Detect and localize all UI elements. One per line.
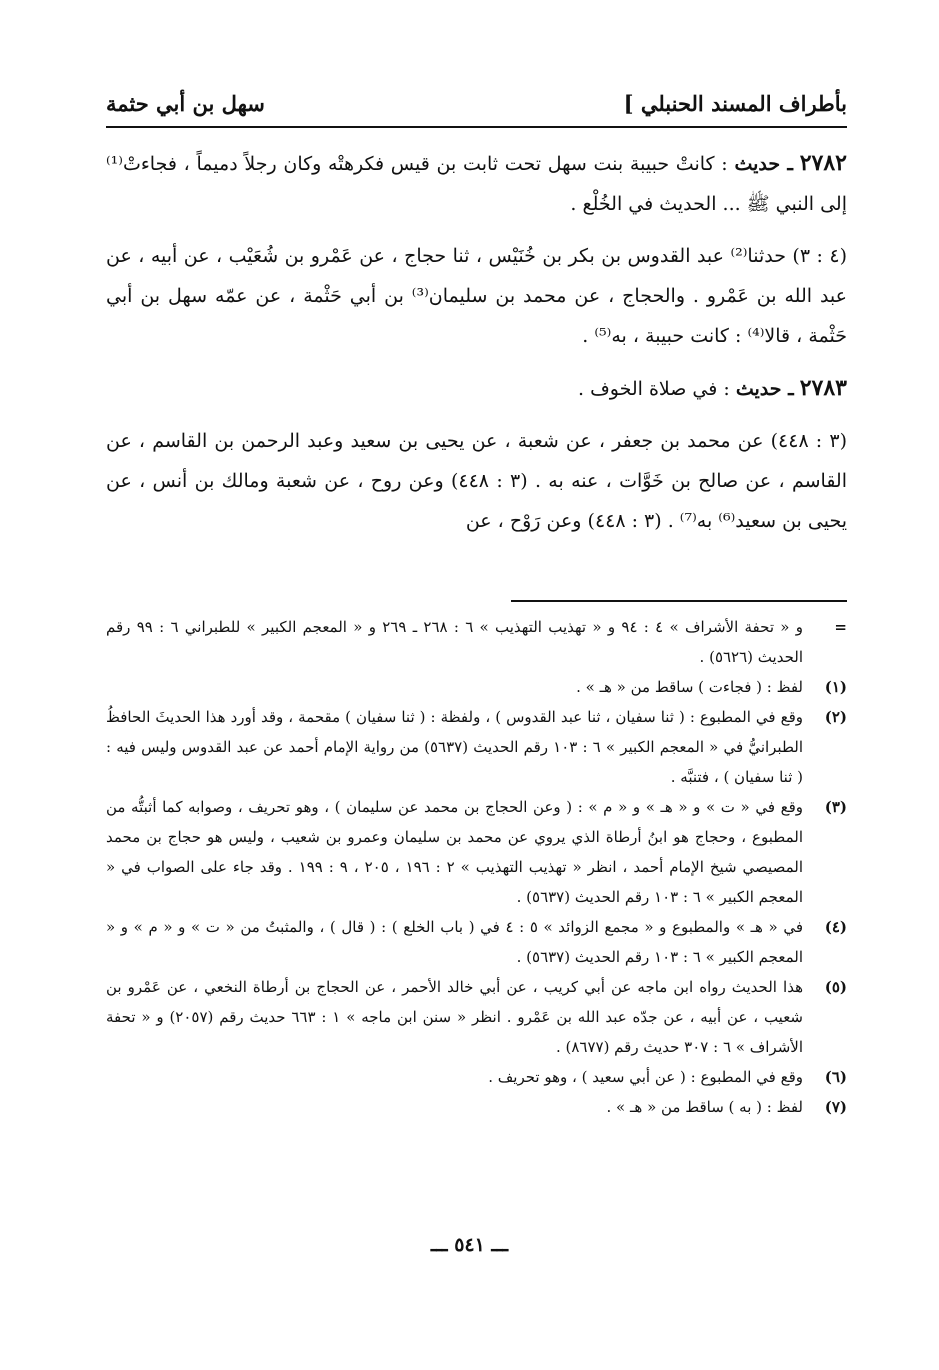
- footnote-label: (٧): [824, 1098, 847, 1116]
- footnote-text: لفظ : ( فجاءت ) ساقط من « هـ » .: [576, 678, 803, 696]
- footnote-4: [106, 912, 847, 972]
- footnote-text: هذا الحديث رواه ابن ماجه عن أبي كريب ، عن أبي خالد الأحمر ، عن الحجاج بن أرطاة النخعي ، عن عَمْرو بن شعيب ، عن أبيه ، عن جدّه عبد الله بن عَمْرو . انظر « سنن ابن ماجه » ١ : ٦٦٣ حديث رقم (٢٠٥٧) و « تحفة الأشراف » ٦ : ٣٠٧ حديث رقم (٨٦٧٧) .: [106, 978, 804, 1056]
- footnote-label: (٢): [824, 708, 847, 726]
- isnad-paragraph: (٣ : ٤٤٨) عن محمد بن جعفر ، عن شعبة ، عن يحيى بن سعيد وعبد الرحمن بن القاسم ، عن القاسم ، عن صالح بن خَوَّات ، عنه به . (٣ : ٤٤٨) وعن روح ، عن شعبة ومالك بن أنس ، عن يحيى بن سعيد⁽⁶⁾ به⁽⁷⁾ . (٣ : ٤٤٨) وعن رَوْح ، عن: [106, 430, 848, 532]
- footnote-text: وقع في « ت » و « هـ » و « م » : ( وعن الحجاج بن محمد عن سليمان ) ، وهو تحريف ، وصوابه كما أثبتُّه من المطبوع ، وحجاج هو ابنُ أرطاة الذي يروي عن محمد بن سليمان وعمرو بن شعيب ، وليس هو حجاج بن محمد المصيصي شيخ الإمام أحمد ، انظر « تهذيب التهذيب » ٢ : ١٩٦ ، ٢٠٥ ، ٩ : ١٩٩ . وقد جاء على الصواب في « المعجم الكبير » ٦ : ١٠٣ رقم الحديث (٥٦٣٧) .: [106, 798, 804, 906]
- hadith-text: : كانتْ حبيبة بنت سهل تحت ثابت بن قيس فكرهتْه وكان رجلاً دميماً ، فجاءتْ⁽¹⁾ إلى النبي ﷺ ... الحديث في الخُلْع .: [106, 153, 847, 215]
- footnote-7: [106, 1092, 847, 1122]
- footnote-text: و « تحفة الأشراف » ٤ : ٩٤ و « تهذيب التهذيب » ٦ : ٢٦٨ ـ ٢٦٩ و « المعجم الكبير » للطبراني ٦ : ٩٩ رقم الحديث (٥٦٢٦) .: [106, 618, 803, 666]
- page-number: ـــ ٥٤١ ـــ: [430, 1234, 509, 1256]
- hadith-2782: [106, 143, 847, 224]
- footnote-continuation: [106, 612, 847, 672]
- footnote-text: وقع في المطبوع : ( ثنا سفيان ، ثنا عبد القدوس ) ، ولفظة : ( ثنا سفيان ) مقحمة ، وقد أورد هذا الحديثَ الحافظُ الطبرانيُّ في « المعجم الكبير » ٦ : ١٠٣ رقم الحديث (٥٦٣٧) من رواية الإمام أحمد عن عبد القدوس وليس فيه : ( ثنا سفيان ) ، فتنبَّه .: [106, 708, 804, 786]
- footnote-5: [106, 972, 847, 1062]
- hadith-number: ٢٧٨٢: [799, 150, 847, 176]
- footnote-label: =: [834, 618, 847, 636]
- isnad-paragraph: (٤ : ٣) حدثنا⁽²⁾ عبد القدوس بن بكر بن خُنَيْس ، ثنا حجاج ، عن عَمْرو بن شُعَيْب ، عن أبيه ، عن عبد الله بن عَمْرو . والحجاج ، عن محمد بن سليمان⁽³⁾ بن أبي حَثْمة ، عن عمّه سهل بن أبي حَثْمة ، قالا⁽⁴⁾ : كانت حبيبة ، به⁽⁵⁾ .: [106, 245, 848, 347]
- footnote-label: (٦): [824, 1068, 847, 1086]
- footnote-text: في « هـ » والمطبوع و « مجمع الزوائد » ٥ : ٤ في ( باب الخلع ) : ( قال ) ، والمثبتُ من « ت » و « م » و « المعجم الكبير » ٦ : ١٠٣ رقم الحديث (٥٦٣٧) .: [106, 918, 804, 966]
- footnote-text: وقع في المطبوع : ( عن أبي سعيد ) ، وهو تحريف .: [488, 1068, 803, 1086]
- footnotes: [106, 612, 847, 1122]
- hadith-number: ٢٧٨٣: [799, 375, 847, 401]
- hadith-label: ـ حديث: [735, 378, 794, 400]
- main-text: [106, 143, 847, 541]
- footnote-label: (٤): [824, 918, 847, 936]
- footnote-6: [106, 1062, 847, 1092]
- footnote-3: [106, 792, 847, 912]
- footnote-2: [106, 702, 847, 792]
- footnote-divider: [511, 600, 847, 602]
- footnote-label: (٣): [824, 798, 847, 816]
- footnote-label: (١): [824, 678, 847, 696]
- page-header: [106, 86, 847, 128]
- hadith-2783: [106, 368, 847, 409]
- header-book-title: بأطراف المسند الحنبلي ]: [623, 91, 847, 116]
- hadith-text: : في صلاة الخوف .: [577, 378, 730, 400]
- footnote-1: [106, 672, 847, 702]
- header-section-title: سهل بن أبي حثمة: [106, 91, 265, 116]
- footnote-label: (٥): [824, 978, 847, 996]
- footnote-text: لفظ : ( به ) ساقط من « هـ » .: [606, 1098, 803, 1116]
- hadith-label: ـ حديث: [734, 153, 793, 175]
